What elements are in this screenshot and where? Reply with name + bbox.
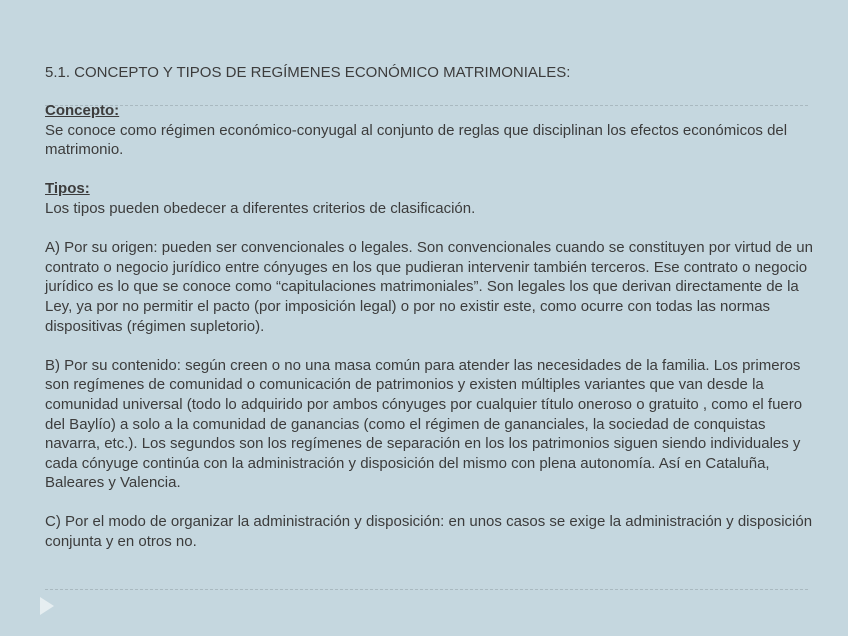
bottom-divider [45, 589, 808, 590]
tipo-b-paragraph: B) Por su contenido: según creen o no una masa común para atender las necesidades de la familia. Los primeros son regímenes de comunidad o comunicación de patrimonios y existen múltiples variantes que van desde la comunidad universal (todo lo adquirido por ambos cónyuges por cualquier título oneroso o gratuito , como el fuero del Baylío) a solo a la comunidad de ganancias (como el régimen de gananciales, la sociedad de conquistas navarra, etc.). Los segundos son los regímenes de separación en los los patrimonios siguen siendo individuales y cada cónyuge continúa con la administración y disposición del mismo con plena autonomía. Así en Cataluña, Baleares y Valencia. [45, 356, 803, 492]
spacer [45, 493, 815, 513]
tipo-a-paragraph: A) Por su origen: pueden ser convencionales o legales. Son convencionales cuando se constituyen por virtud de un contrato o negocio jurídico entre cónyuges en los que pudieran intervenir también terceros. Ese contrato o negocio jurídico es lo que se conoce como “capitulaciones matrimoniales”. Son legales los que derivan directamente de la Ley, ya por no permitir el pacto (por imposición legal) o por no existir este, como ocurre con todas las normas dispositivas (régimen supletorio). [45, 239, 813, 335]
tipos-heading: Tipos: [45, 180, 90, 198]
play-arrow-icon[interactable] [40, 597, 54, 615]
concepto-heading: Concepto: [45, 102, 120, 119]
tipos-intro: Los tipos pueden obedecer a diferentes criterios de clasificación. [45, 199, 476, 217]
tipo-c-paragraph: C) Por el modo de organizar la administración y disposición: en unos casos se exige la administración y disposición conjunta y en otros no. [45, 513, 813, 551]
spacer [45, 219, 815, 239]
spacer [45, 160, 815, 180]
slide-body [45, 101, 815, 552]
concepto-text: Se conoce como régimen económico-conyugal al conjunto de reglas que disciplinan los efectos económicos del matrimonio. [45, 121, 788, 159]
slide-title: 5.1. CONCEPTO Y TIPOS DE REGÍMENES ECONÓMICO MATRIMONIALES: [45, 64, 571, 81]
spacer [45, 336, 815, 356]
